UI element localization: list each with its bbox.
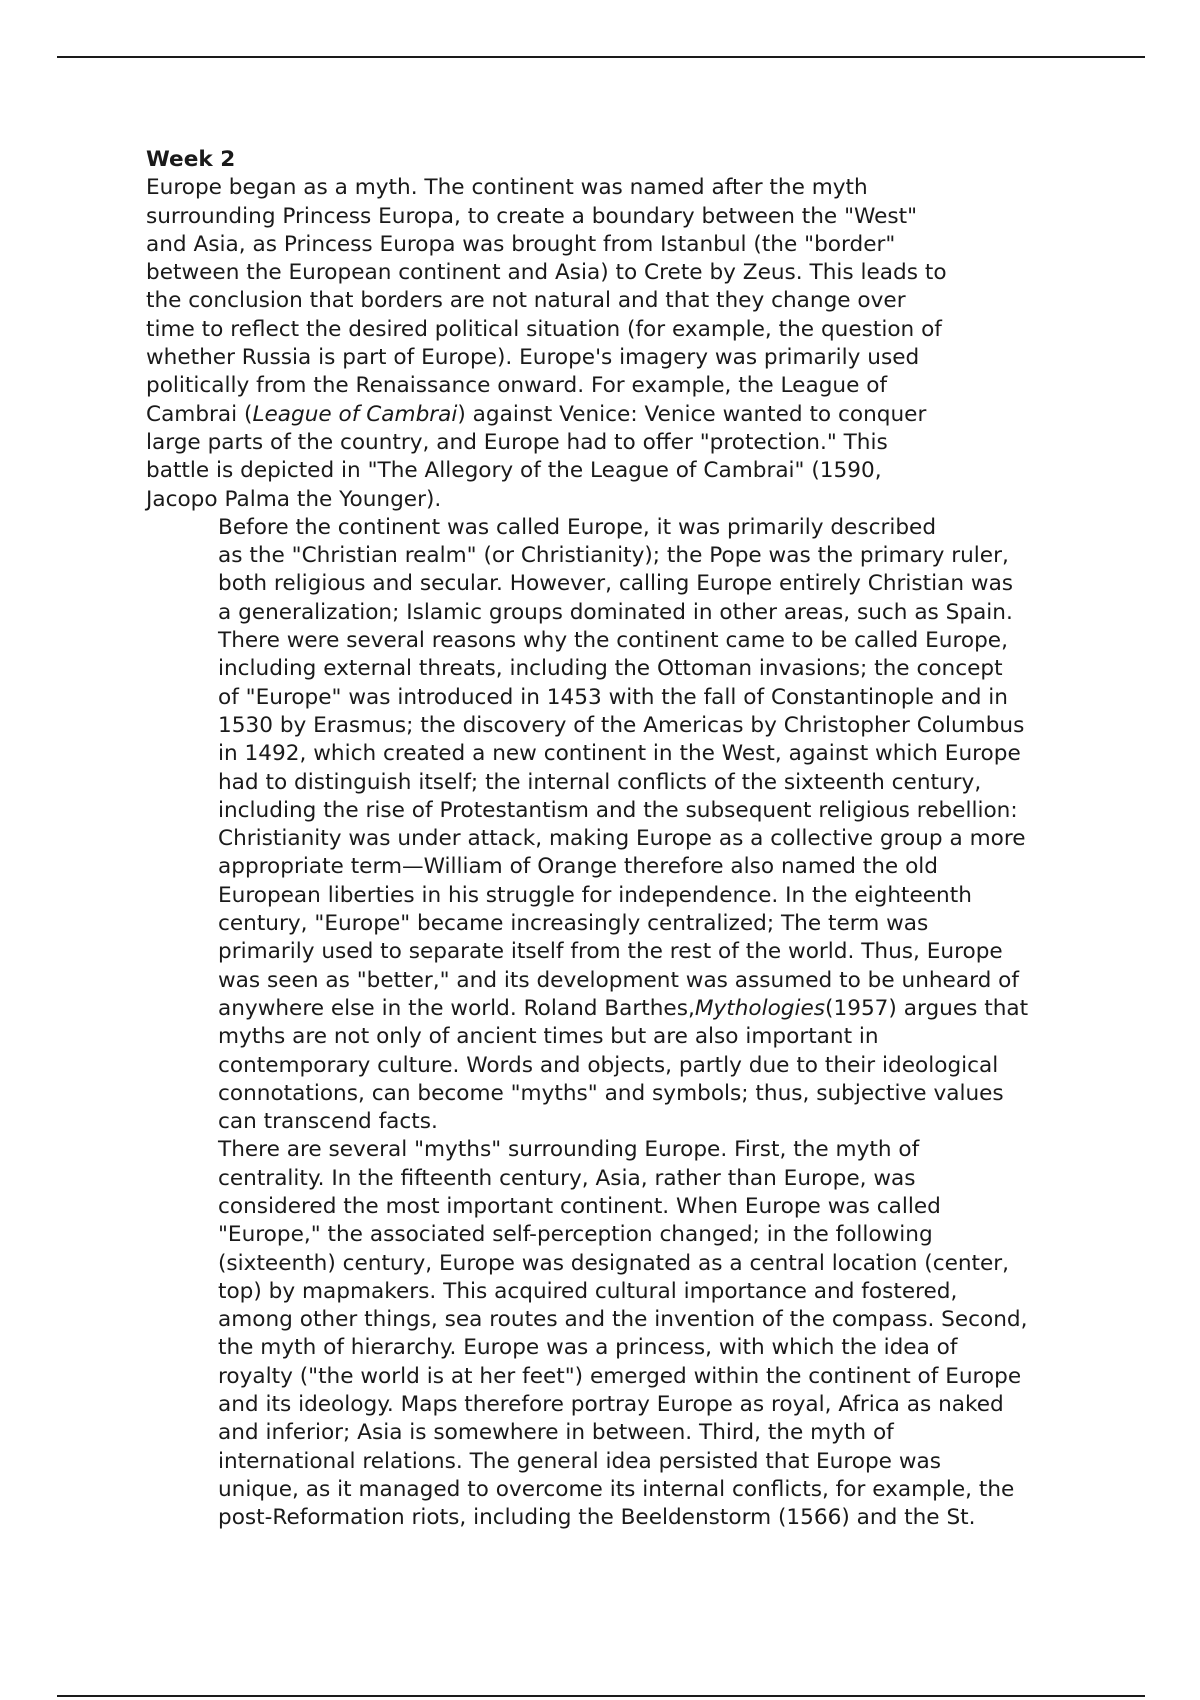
text-run: unique, as it managed to overcome its internal conflicts, for example, the (218, 1476, 1015, 1502)
text-run: appropriate term—William of Orange therefore also named the old (218, 854, 938, 880)
text-run: and Asia, as Princess Europa was brought from Istanbul (the "border" (146, 231, 896, 257)
text-run: and its ideology. Maps therefore portray Europe as royal, Africa as naked (218, 1392, 1004, 1418)
text-run: myths are not only of ancient times but are also important in (218, 1024, 879, 1050)
text-run: ) against Venice: Venice wanted to conquer (457, 401, 927, 427)
text-line (146, 1250, 1066, 1278)
text-line (146, 825, 1066, 853)
text-run: whether Russia is part of Europe). Europe's imagery was primarily used (146, 345, 920, 371)
text-line (146, 344, 1066, 372)
text-run: the myth of hierarchy. Europe was a princess, with which the idea of (218, 1335, 958, 1361)
text-run: in 1492, which created a new continent in the West, against which Europe (218, 741, 1021, 767)
paragraph-list (146, 174, 1066, 1532)
text-line (146, 740, 1066, 768)
text-line (146, 174, 1066, 202)
text-line (146, 1221, 1066, 1249)
text-run: surrounding Princess Europa, to create a boundary between the "West" (146, 203, 918, 229)
text-line (146, 684, 1066, 712)
text-run: 1530 by Erasmus; the discovery of the Americas by Christopher Columbus (218, 712, 1025, 738)
text-run: Before the continent was called Europe, it was primarily described (218, 514, 937, 540)
text-line (146, 769, 1066, 797)
text-line (146, 910, 1066, 938)
document-body (146, 146, 1066, 1533)
text-run: including external threats, including the Ottoman invasions; the concept (218, 656, 1003, 682)
text-run: international relations. The general idea persisted that Europe was (218, 1448, 941, 1474)
text-line (146, 1080, 1066, 1108)
text-line (146, 514, 1066, 542)
section-heading: Week 2 (146, 147, 236, 172)
text-line (146, 486, 1066, 514)
text-line (146, 570, 1066, 598)
text-run: battle is depicted in "The Allegory of the League of Cambrai" (1590, (146, 458, 882, 484)
italic-title: League of Cambrai (252, 401, 458, 427)
text-run: connotations, can become "myths" and symbols; thus, subjective values (218, 1080, 1004, 1106)
text-line (146, 372, 1066, 400)
text-line (146, 1391, 1066, 1419)
text-run: and inferior; Asia is somewhere in between. Third, the myth of (218, 1420, 894, 1446)
text-line (146, 797, 1066, 825)
text-line (146, 712, 1066, 740)
text-run: royalty ("the world is at her feet") emerged within the continent of Europe (218, 1363, 1022, 1389)
text-line (146, 1108, 1066, 1136)
text-line (146, 1052, 1066, 1080)
text-line (146, 1504, 1066, 1532)
text-run: anywhere else in the world. Roland Barthes, (218, 995, 695, 1021)
text-run: There are several "myths" surrounding Europe. First, the myth of (218, 1137, 920, 1163)
text-line (146, 1278, 1066, 1306)
text-run: centrality. In the fifteenth century, Asia, rather than Europe, was (218, 1165, 916, 1191)
text-line (146, 938, 1066, 966)
text-run: was seen as "better," and its development was assumed to be unheard of (218, 967, 1019, 993)
paragraph (146, 1136, 1066, 1532)
text-line (146, 457, 1066, 485)
text-line (146, 853, 1066, 881)
text-run: (1957) argues that (825, 995, 1029, 1021)
text-run: as the "Christian realm" (or Christianity); the Pope was the primary ruler, (218, 543, 1009, 569)
text-line (146, 655, 1066, 683)
text-line (146, 542, 1066, 570)
text-line (146, 599, 1066, 627)
text-line (146, 401, 1066, 429)
text-run: can transcend facts. (218, 1109, 438, 1135)
text-line (146, 1476, 1066, 1504)
text-run: among other things, sea routes and the invention of the compass. Second, (218, 1307, 1028, 1333)
text-run: large parts of the country, and Europe had to offer "protection." This (146, 429, 888, 455)
text-run: top) by mapmakers. This acquired cultural importance and fostered, (218, 1278, 958, 1304)
text-run: including the rise of Protestantism and the subsequent religious rebellion: (218, 797, 1018, 823)
footer-rule (57, 1695, 1145, 1697)
header-rule (57, 56, 1145, 58)
text-run: the conclusion that borders are not natural and that they change over (146, 288, 906, 314)
text-line (146, 1165, 1066, 1193)
text-run: "Europe," the associated self-perception changed; in the following (218, 1222, 933, 1248)
text-run: of "Europe" was introduced in 1453 with the fall of Constantinople and in (218, 684, 1008, 710)
text-line (146, 1448, 1066, 1476)
text-run: considered the most important continent. When Europe was called (218, 1193, 941, 1219)
text-line (146, 287, 1066, 315)
text-run: There were several reasons why the continent came to be called Europe, (218, 628, 1008, 654)
italic-title: Mythologies (694, 995, 826, 1021)
text-run: both religious and secular. However, calling Europe entirely Christian was (218, 571, 1014, 597)
paragraph (146, 174, 1066, 514)
text-run: Cambrai ( (146, 401, 253, 427)
text-line (146, 1334, 1066, 1362)
text-run: primarily used to separate itself from the rest of the world. Thus, Europe (218, 939, 1003, 965)
text-run: a generalization; Islamic groups dominated in other areas, such as Spain. (218, 599, 1013, 625)
text-line (146, 1023, 1066, 1051)
text-run: had to distinguish itself; the internal conflicts of the sixteenth century, (218, 769, 982, 795)
text-line (146, 882, 1066, 910)
text-run: century, "Europe" became increasingly centralized; The term was (218, 911, 929, 937)
text-line (146, 316, 1066, 344)
text-line (146, 429, 1066, 457)
text-line (146, 1363, 1066, 1391)
text-run: time to reflect the desired political situation (for example, the question of (146, 316, 942, 342)
text-line (146, 1419, 1066, 1447)
text-run: (sixteenth) century, Europe was designated as a central location (center, (218, 1250, 1010, 1276)
text-run: Jacopo Palma the Younger). (146, 486, 442, 512)
text-run: European liberties in his struggle for independence. In the eighteenth (218, 882, 972, 908)
text-line (146, 231, 1066, 259)
text-line (146, 627, 1066, 655)
text-line (146, 995, 1066, 1023)
text-run: contemporary culture. Words and objects, partly due to their ideological (218, 1052, 999, 1078)
text-line (146, 1193, 1066, 1221)
text-run: Europe began as a myth. The continent was named after the myth (146, 175, 868, 201)
text-line (146, 1136, 1066, 1164)
text-line (146, 259, 1066, 287)
paragraph (146, 514, 1066, 1137)
text-run: Christianity was under attack, making Europe as a collective group a more (218, 826, 1026, 852)
text-line (146, 203, 1066, 231)
text-run: politically from the Renaissance onward. For example, the League of (146, 373, 888, 399)
text-run: between the European continent and Asia) to Crete by Zeus. This leads to (146, 260, 947, 286)
text-line (146, 1306, 1066, 1334)
text-run: post-Reformation riots, including the Beeldenstorm (1566) and the St. (218, 1505, 976, 1531)
text-line (146, 967, 1066, 995)
